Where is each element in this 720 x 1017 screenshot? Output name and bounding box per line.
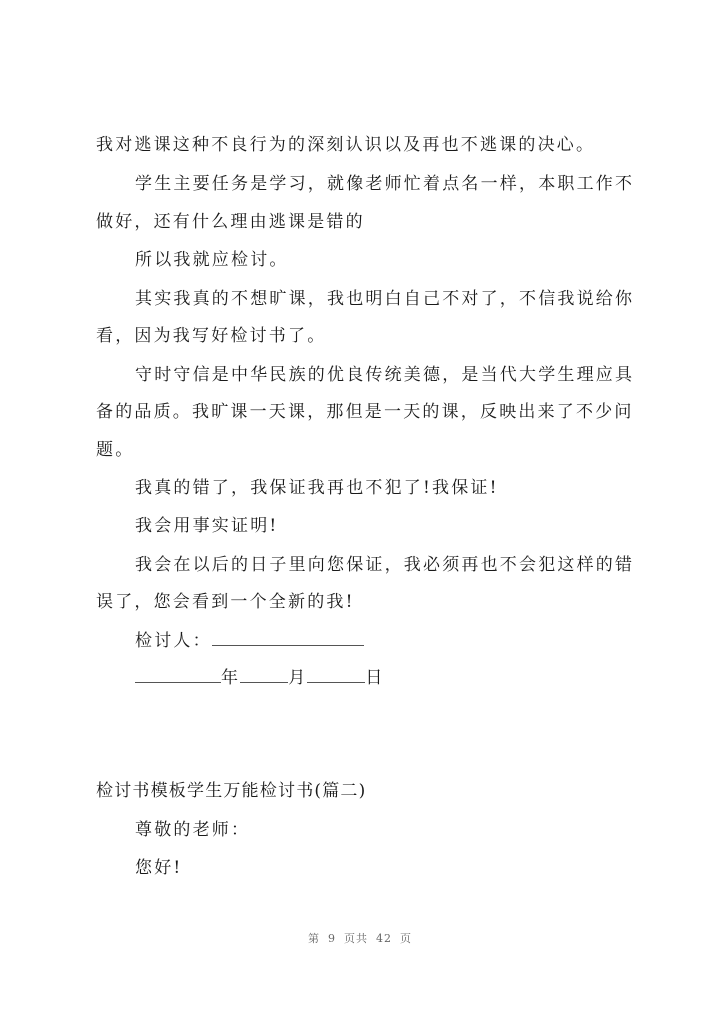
paragraph-line: 题。 [96,440,135,460]
month-label: 月 [288,668,308,688]
paragraph-line: 我会用事实证明! [135,516,279,536]
signature-blank [212,631,364,646]
footer-middle: 页共 [344,932,368,945]
paragraph-line: 做好，还有什么理由逃课是错的 [96,212,365,232]
footer-prefix: 第 [308,932,320,945]
month-blank [240,668,288,683]
paragraph-line: 我真的错了，我保证我再也不犯了!我保证! [135,478,499,498]
year-label: 年 [221,668,241,688]
paragraph-line: 守时守信是中华民族的优良传统美德，是当代大学生理应具 [135,365,635,385]
paragraph-line: 学生主要任务是学习，就像老师忙着点名一样，本职工作不 [135,174,635,194]
footer-page-number: 9 [328,932,336,945]
greeting: 您好! [135,858,183,878]
paragraph-line: 我会在以后的日子里向您保证，我必须再也不会犯这样的错 [135,555,635,575]
year-blank [135,668,221,683]
day-label: 日 [365,668,385,688]
signature-line [135,630,644,652]
paragraph-line: 所以我就应检讨。 [135,250,289,270]
section-title: 检讨书模板学生万能检讨书(篇二) [96,781,367,801]
paragraph-line: 其实我真的不想旷课，我也明白自己不对了，不信我说给你 [135,289,635,309]
paragraph-line: 我对逃课这种不良行为的深刻认识以及再也不逃课的决心。 [96,135,596,155]
footer-suffix: 页 [400,932,412,945]
page-footer [0,930,720,946]
footer-total-pages: 42 [376,932,392,945]
paragraph-line: 误了，您会看到一个全新的我! [96,592,355,612]
day-blank [307,668,365,683]
paragraph-line: 看，因为我写好检讨书了。 [96,326,327,346]
paragraph-line: 备的品质。我旷课一天课，那但是一天的课，反映出来了不少问 [96,402,634,422]
salutation: 尊敬的老师： [135,820,251,840]
signature-label: 检讨人： [135,631,212,651]
date-line [135,667,644,689]
